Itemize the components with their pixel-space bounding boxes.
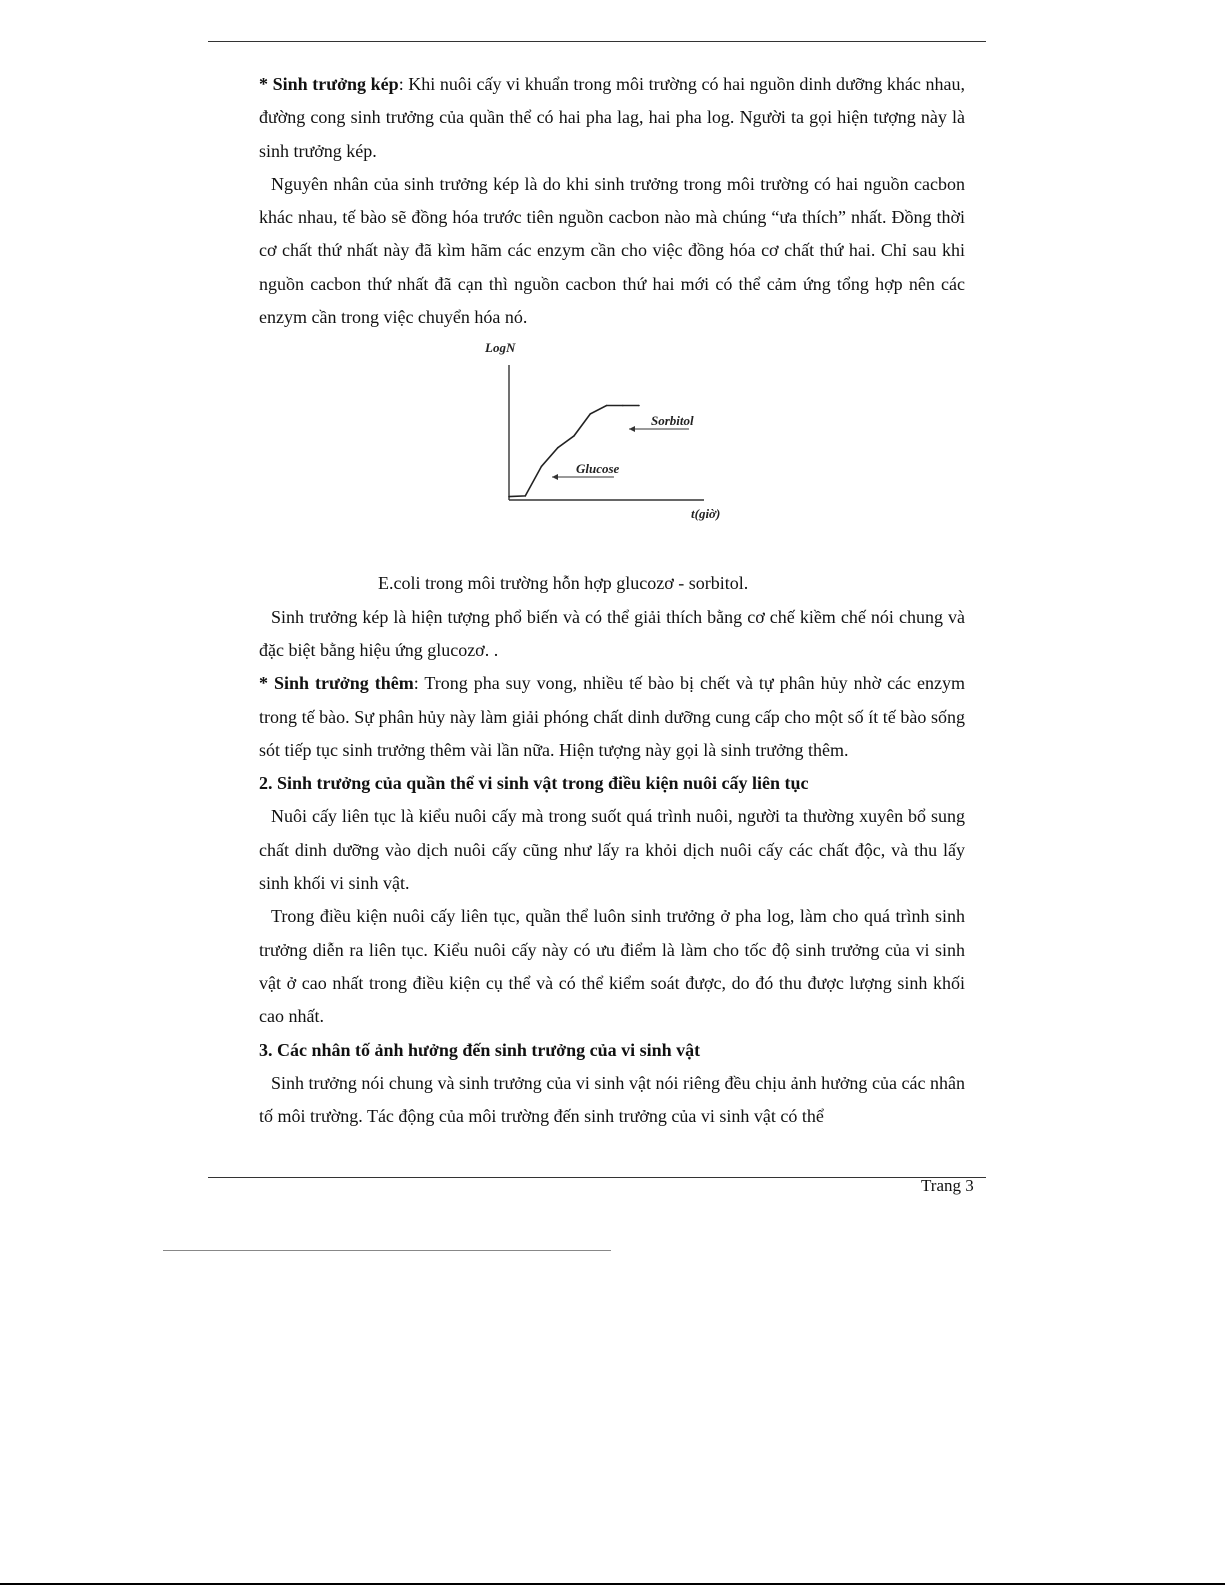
data-point bbox=[508, 496, 510, 498]
paragraph-nguyen-nhan: Nguyên nhân của sinh trưởng kép là do khi sinh trưởng trong môi trường có hai nguồn cacbon khác nhau, tế bào sẽ đồng hóa trước tiên nguồn cacbon nào mà chúng “ưa thích” nhất. Đồng thời cơ chất thứ nhất này đã kìm hãm các enzym cần cho việc đồng hóa cơ chất thứ hai. Chỉ sau khi nguồn cacbon thứ nhất đã cạn thì nguồn cacbon thứ hai mới có thể cảm ứng tổng hợp nên các enzym cần trong việc chuyển hóa nó. bbox=[259, 173, 965, 328]
paragraph-text: : Khi nuôi cấy vi khuẩn trong môi trường có hai nguồn dinh dưỡng khác nhau, đường cong sinh trưởng của quần thể có hai pha lag, hai pha log. Người ta gọi hiện tượng này là sinh trưởng kép. bbox=[259, 74, 965, 161]
data-point bbox=[573, 435, 575, 437]
paragraph-nuoi-cay-lien-tuc: Nuôi cấy liên tục là kiểu nuôi cấy mà trong suốt quá trình nuôi, người ta thường xuyên bổ sung chất dinh dưỡng vào dịch nuôi cấy cũng như lấy ra khỏi dịch nuôi cấy các chất độc, và thu lấy sinh khối vi sinh vật. bbox=[259, 806, 965, 894]
paragraph-pho-bien: Sinh trưởng kép là hiện tượng phổ biến và có thể giải thích bằng cơ chế kiềm chế nói chung và đặc biệt bằng hiệu ứng glucozơ. . bbox=[259, 606, 965, 660]
y-axis-label: LogN bbox=[485, 340, 516, 356]
data-point bbox=[557, 447, 559, 449]
annotation-glucose-arrow bbox=[552, 474, 558, 480]
page-content bbox=[259, 68, 965, 1133]
term-sinh-truong-kep: * Sinh trưởng kép bbox=[259, 74, 399, 94]
footer-rule bbox=[208, 1177, 986, 1178]
data-point bbox=[638, 405, 640, 407]
data-point bbox=[590, 413, 592, 415]
annotation-sorbitol-arrow bbox=[629, 426, 635, 432]
annotation-sorbitol: Sorbitol bbox=[651, 413, 694, 429]
paragraph-sinh-truong-them bbox=[259, 667, 965, 767]
paragraph-nhan-to: Sinh trưởng nói chung và sinh trưởng của vi sinh vật nói riêng đều chịu ảnh hưởng của các nhân tố môi trường. Tác động của môi trường đến sinh trưởng của vi sinh vật có thể bbox=[259, 1072, 965, 1127]
page-number: Trang 3 bbox=[921, 1176, 974, 1195]
figure-caption: E.coli trong môi trường hỗn hợp glucozơ - sorbitol. bbox=[378, 573, 749, 594]
growth-curve-chart bbox=[469, 337, 729, 527]
paragraph-text: : Trong pha suy vong, nhiều tế bào bị chết và tự phân hủy nhờ các enzym trong tế bào. Sự phân hủy này làm giải phóng chất dinh dưỡng cung cấp cho một số ít tế bào sống sót tiếp tục sinh trưởng thêm vài lần nữa. Hiện tượng này gọi là sinh trưởng thêm. bbox=[259, 673, 965, 760]
series-points bbox=[508, 405, 640, 498]
series-line bbox=[509, 406, 639, 497]
header-rule bbox=[208, 41, 986, 42]
heading-section-3: 3. Các nhân tố ảnh hưởng đến sinh trưởng của vi sinh vật bbox=[259, 1039, 701, 1060]
data-point bbox=[606, 405, 608, 407]
data-point bbox=[622, 405, 624, 407]
data-point bbox=[525, 495, 527, 497]
term-sinh-truong-them: * Sinh trưởng thêm bbox=[259, 673, 414, 694]
figure bbox=[259, 337, 965, 567]
data-point bbox=[541, 466, 543, 468]
paragraph-sinh-truong-kep bbox=[259, 68, 965, 168]
separator-line bbox=[163, 1250, 611, 1251]
heading-section-2: 2. Sinh trưởng của quần thể vi sinh vật trong điều kiện nuôi cấy liên tục bbox=[259, 773, 809, 794]
x-axis-label: t(giờ) bbox=[691, 506, 721, 522]
annotation-glucose: Glucose bbox=[576, 461, 620, 477]
paragraph-dieu-kien-lien-tuc: Trong điều kiện nuôi cấy liên tục, quần thể luôn sinh trưởng ở pha log, làm cho quá trình sinh trưởng diễn ra liên tục. Kiểu nuôi cấy này có ưu điểm là làm cho tốc độ sinh trưởng của vi sinh vật ở cao nhất trong điều kiện cụ thể và có thể kiểm soát được, do đó thu được lượng sinh khối cao nhất. bbox=[259, 906, 965, 1027]
